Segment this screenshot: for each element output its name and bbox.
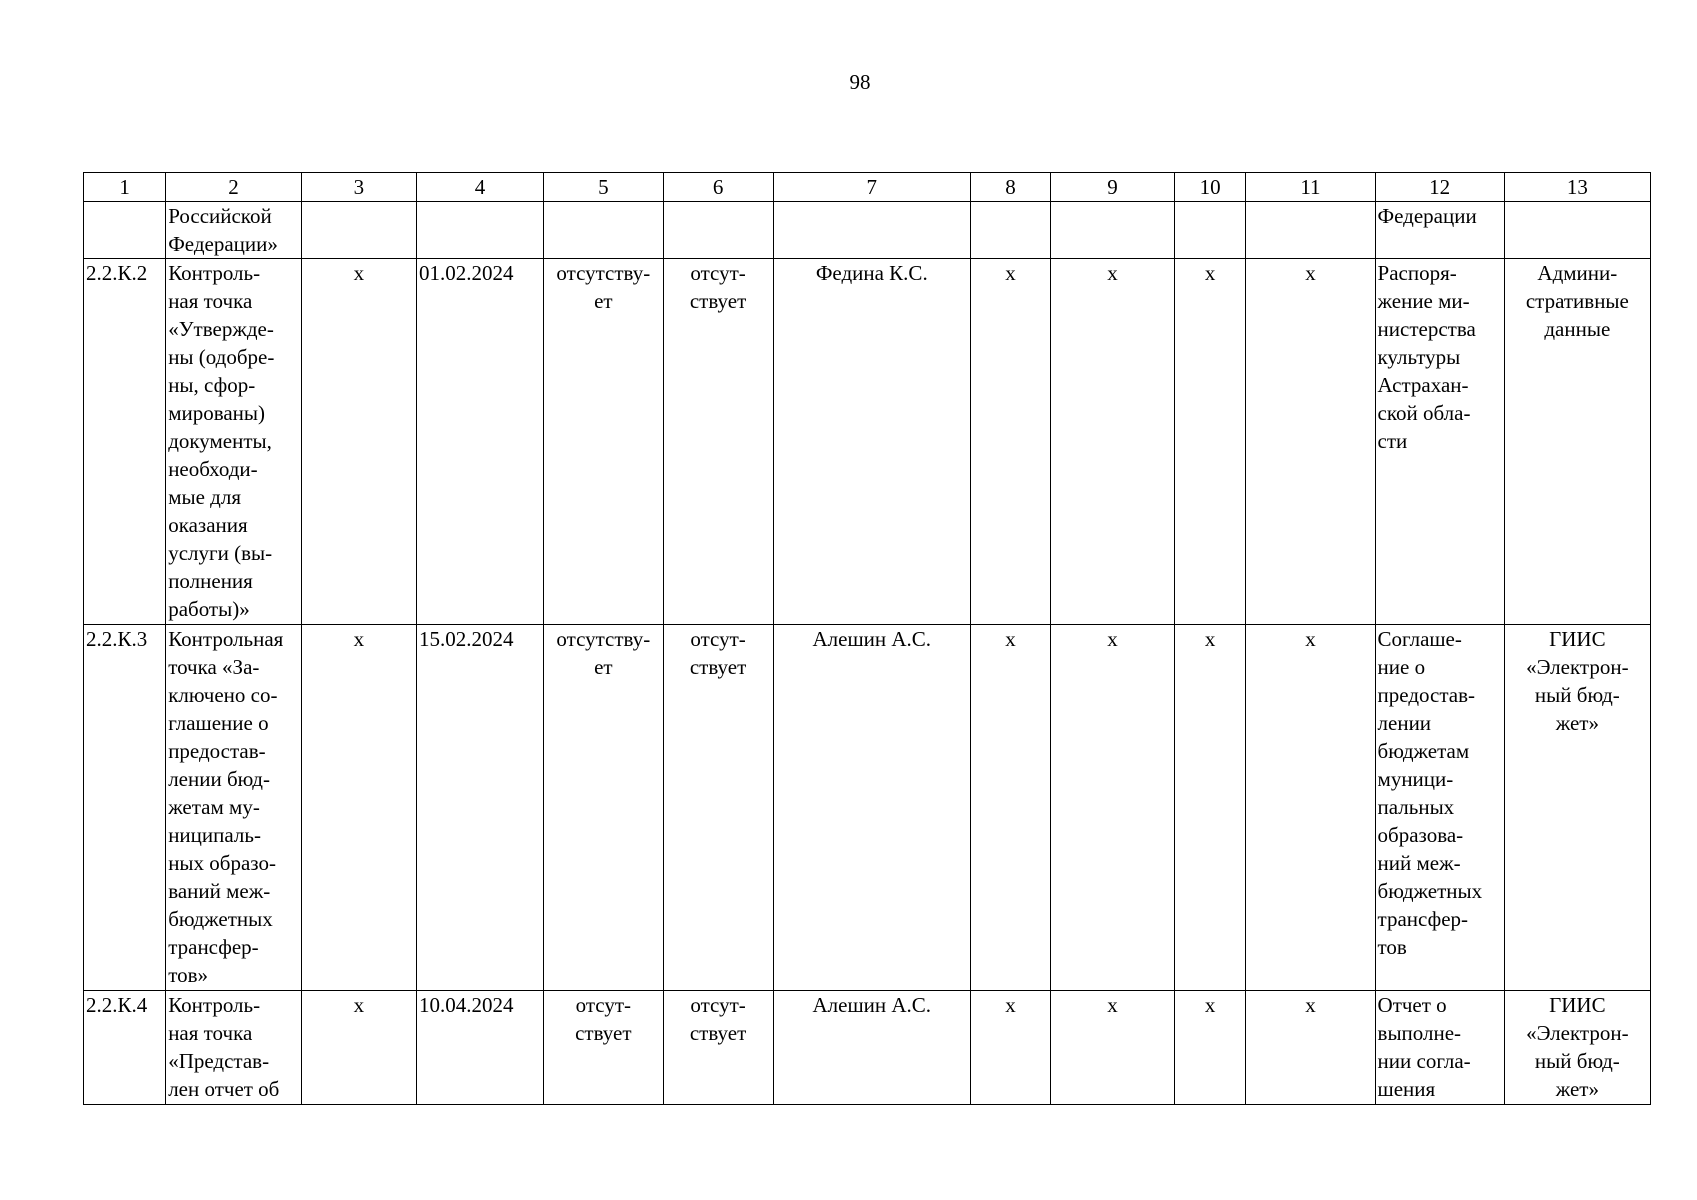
cell-col10 <box>1174 202 1246 259</box>
cell-date: 10.04.2024 <box>417 991 544 1105</box>
table-row <box>84 625 1651 991</box>
cell-col11 <box>1246 202 1375 259</box>
table-row <box>84 259 1651 625</box>
column-header: 6 <box>663 173 773 202</box>
column-header: 13 <box>1504 173 1650 202</box>
column-header: 2 <box>166 173 302 202</box>
cell-col10: х <box>1174 991 1246 1105</box>
cell-col10: х <box>1174 625 1246 991</box>
cell-document: Федерации <box>1375 202 1504 259</box>
cell-document: Отчет о выполне- нии согла- шения <box>1375 991 1504 1105</box>
cell-source: ГИИС «Электрон- ный бюд- жет» <box>1504 991 1650 1105</box>
column-header: 4 <box>417 173 544 202</box>
cell-date: 01.02.2024 <box>417 259 544 625</box>
cell-document: Распоря- жение ми- нистерства культуры Астрахан- ской обла- сти <box>1375 259 1504 625</box>
column-header: 11 <box>1246 173 1375 202</box>
cell-code: 2.2.К.4 <box>84 991 166 1105</box>
column-header: 9 <box>1051 173 1175 202</box>
cell-responsible <box>773 202 970 259</box>
cell-name: Контроль- ная точка «Утвержде- ны (одобре- ны, сфор- мированы) документы, необходи- мые для оказания услуги (вы- полнения работы)» <box>166 259 302 625</box>
cell-responsible: Алешин А.С. <box>773 625 970 991</box>
cell-col9: х <box>1051 625 1175 991</box>
table-row <box>84 991 1651 1105</box>
column-header: 8 <box>971 173 1051 202</box>
cell-col5: отсут- ствует <box>544 991 664 1105</box>
cell-code: 2.2.К.3 <box>84 625 166 991</box>
cell-col5: отсутству- ет <box>544 259 664 625</box>
cell-date <box>417 202 544 259</box>
cell-col3: х <box>301 991 416 1105</box>
cell-col9: х <box>1051 991 1175 1105</box>
column-header: 5 <box>544 173 664 202</box>
cell-name: Контроль- ная точка «Представ- лен отчет об <box>166 991 302 1105</box>
cell-code <box>84 202 166 259</box>
cell-col6: отсут- ствует <box>663 625 773 991</box>
column-header: 10 <box>1174 173 1246 202</box>
cell-col3 <box>301 202 416 259</box>
cell-responsible: Федина К.С. <box>773 259 970 625</box>
cell-col3: х <box>301 625 416 991</box>
cell-source: ГИИС «Электрон- ный бюд- жет» <box>1504 625 1650 991</box>
cell-source <box>1504 202 1650 259</box>
cell-col8: х <box>971 625 1051 991</box>
cell-document: Соглаше- ние о предостав- лении бюджетам муници- пальных образова- ний меж- бюджетных трансфер- тов <box>1375 625 1504 991</box>
cell-col11: х <box>1246 991 1375 1105</box>
cell-date: 15.02.2024 <box>417 625 544 991</box>
column-header: 12 <box>1375 173 1504 202</box>
cell-code: 2.2.К.2 <box>84 259 166 625</box>
cell-col6 <box>663 202 773 259</box>
header-row <box>84 173 1651 202</box>
cell-col10: х <box>1174 259 1246 625</box>
cell-col8: х <box>971 259 1051 625</box>
cell-name: Контрольная точка «За- ключено со- глашение о предостав- лении бюд- жетам му- ниципаль- ных образо- ваний меж- бюджетных трансфер- тов» <box>166 625 302 991</box>
cell-col11: х <box>1246 259 1375 625</box>
data-table <box>83 172 1651 1105</box>
cell-col9: х <box>1051 259 1175 625</box>
cell-col6: отсут- ствует <box>663 259 773 625</box>
cell-responsible: Алешин А.С. <box>773 991 970 1105</box>
cell-col5: отсутству- ет <box>544 625 664 991</box>
cell-col3: х <box>301 259 416 625</box>
column-header: 7 <box>773 173 970 202</box>
column-header: 3 <box>301 173 416 202</box>
cell-col5 <box>544 202 664 259</box>
table-row <box>84 202 1651 259</box>
page-number: 98 <box>849 70 871 94</box>
cell-col8: х <box>971 991 1051 1105</box>
cell-name: Российской Федерации» <box>166 202 302 259</box>
cell-col6: отсут- ствует <box>663 991 773 1105</box>
cell-col9 <box>1051 202 1175 259</box>
cell-col8 <box>971 202 1051 259</box>
column-header: 1 <box>84 173 166 202</box>
cell-source: Админи- стративные данные <box>1504 259 1650 625</box>
cell-col11: х <box>1246 625 1375 991</box>
